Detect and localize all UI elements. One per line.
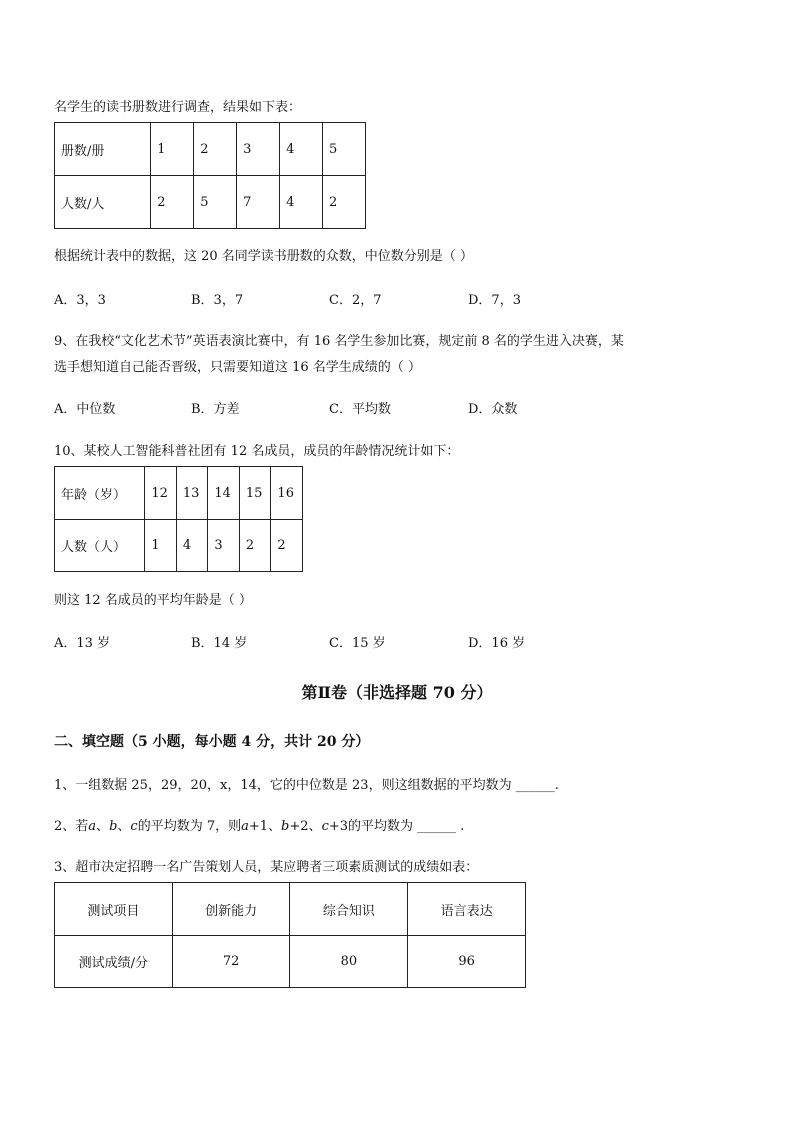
- table-cell: 80: [290, 936, 408, 988]
- table-cell: 1: [145, 520, 177, 572]
- q8-intro: 名学生的读书册数进行调查，结果如下表：: [54, 100, 302, 115]
- math-var-a: a: [241, 819, 249, 834]
- math-term: +3: [328, 819, 349, 834]
- option-b[interactable]: B．方差: [191, 402, 240, 417]
- math-var-c: c: [321, 819, 329, 834]
- table-cell: 5: [194, 176, 237, 229]
- q9-line1: 9、在我校“文化艺术节”英语表演比赛中，有 16 名学生参加比赛，规定前 8 名的学生进入决赛，某: [54, 334, 624, 349]
- text-fragment: 、: [268, 819, 282, 834]
- table-row: [55, 123, 366, 176]
- part2-title: 第Ⅱ卷（非选择题 70 分）: [301, 683, 493, 702]
- option-c[interactable]: C．2，7: [329, 293, 382, 308]
- q10-question: 则这 12 名成员的平均年龄是（ ）: [54, 593, 252, 608]
- section-heading: 二、填空题（5 小题，每小题 4 分，共计 20 分）: [54, 734, 370, 750]
- table-cell: 2: [239, 520, 271, 572]
- table-row: [55, 936, 526, 988]
- table-row: [55, 883, 526, 936]
- math-term: +2: [289, 819, 309, 834]
- table-cell: 3: [237, 123, 280, 176]
- math-var-c: c: [130, 819, 138, 834]
- table-cell: 4: [280, 176, 323, 229]
- option-c[interactable]: C．平均数: [329, 402, 391, 417]
- table-cell: 72: [172, 936, 290, 988]
- option-a[interactable]: A．中位数: [54, 402, 116, 417]
- option-a[interactable]: A．13 岁: [54, 636, 111, 651]
- table-cell: 16: [271, 467, 303, 520]
- table-cell: 人数/人: [55, 176, 151, 229]
- q9-options: [54, 401, 754, 419]
- table-cell: 测试成绩/分: [55, 936, 173, 988]
- text-fragment: 的平均数为 7，则: [137, 819, 242, 834]
- table-cell: 7: [237, 176, 280, 229]
- table-cell: 册数/册: [55, 123, 151, 176]
- table-cell: 1: [151, 123, 194, 176]
- table-cell: 12: [145, 467, 177, 520]
- math-term: +1: [248, 819, 269, 834]
- q8-table: [54, 122, 366, 229]
- q10-table: [54, 466, 303, 572]
- text-fragment: 、: [117, 819, 131, 834]
- option-d[interactable]: D．7，3: [468, 293, 521, 308]
- q8-options: [54, 292, 754, 310]
- q9-line2: 选手想知道自己能否晋级，只需要知道这 16 名学生成绩的（ ）: [54, 360, 421, 375]
- math-var-b: b: [281, 819, 290, 834]
- option-d[interactable]: D．16 岁: [468, 636, 526, 651]
- table-cell: 创新能力: [172, 883, 290, 936]
- table-cell: 语言表达: [408, 883, 526, 936]
- table-cell: 2: [151, 176, 194, 229]
- option-b[interactable]: B．3，7: [191, 293, 244, 308]
- text-fragment: 、: [96, 819, 110, 834]
- table-cell: 2: [194, 123, 237, 176]
- table-cell: 96: [408, 936, 526, 988]
- table-cell: 综合知识: [290, 883, 408, 936]
- math-var-a: a: [88, 819, 97, 834]
- table-cell: 5: [323, 123, 366, 176]
- option-c[interactable]: C．15 岁: [329, 636, 386, 651]
- text-fragment: 2、若: [54, 819, 89, 834]
- table-row: [55, 176, 366, 229]
- table-cell: 4: [176, 520, 208, 572]
- fill-question-1: 1、一组数据 25，29，20，x，14，它的中位数是 23，则这组数据的平均数为 ______.: [54, 778, 559, 793]
- table-cell: 测试项目: [55, 883, 173, 936]
- fill-question-3: 3、超市决定招聘一名广告策划人员，某应聘者三项素质测试的成绩如表：: [54, 860, 479, 875]
- option-b[interactable]: B．14 岁: [191, 636, 248, 651]
- option-a[interactable]: A．3，3: [54, 293, 106, 308]
- table-cell: 13: [176, 467, 208, 520]
- text-fragment: 、: [308, 819, 322, 834]
- table-cell: 人数（人）: [55, 520, 145, 572]
- math-var-b: b: [109, 819, 118, 834]
- q8-question: 根据统计表中的数据，这 20 名同学读书册数的众数，中位数分别是（ ）: [54, 249, 473, 264]
- text-fragment: 的平均数为 ______ .: [348, 819, 465, 834]
- table-cell: 14: [208, 467, 240, 520]
- table-cell: 3: [208, 520, 240, 572]
- f3-table: [54, 882, 526, 988]
- q10-intro: 10、某校人工智能科普社团有 12 名成员，成员的年龄情况统计如下：: [54, 444, 460, 459]
- fill-question-2: [54, 818, 464, 836]
- table-cell: 15: [239, 467, 271, 520]
- table-cell: 4: [280, 123, 323, 176]
- table-row: [55, 467, 303, 520]
- table-cell: 2: [271, 520, 303, 572]
- option-d[interactable]: D．众数: [468, 402, 518, 417]
- q10-options: [54, 635, 754, 653]
- table-cell: 年龄（岁）: [55, 467, 145, 520]
- table-row: [55, 520, 303, 572]
- table-cell: 2: [323, 176, 366, 229]
